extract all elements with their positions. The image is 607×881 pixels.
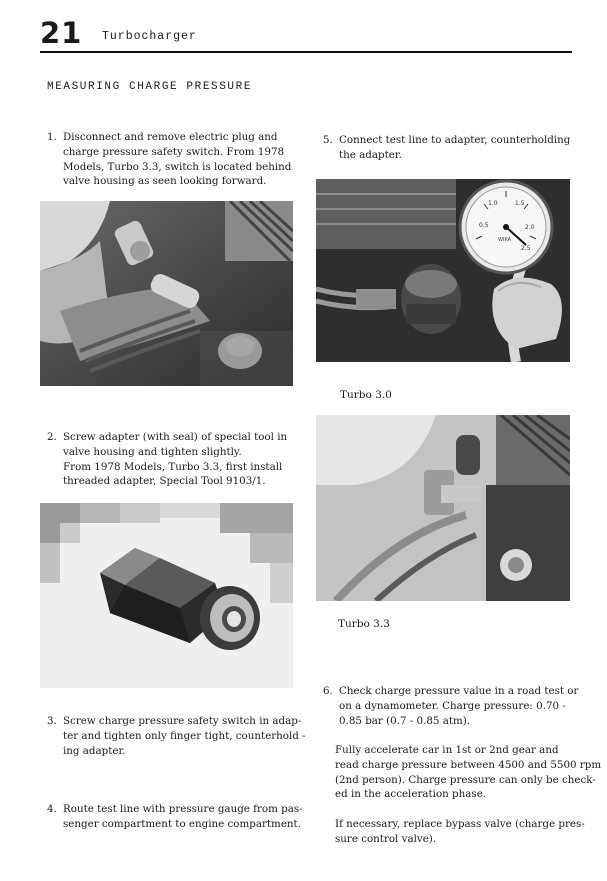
step-number: 1. xyxy=(47,131,57,143)
gauge-scale-label: 2.0 xyxy=(525,224,535,231)
photo-special-tool-adapter xyxy=(40,503,293,688)
chapter-title: Turbocharger xyxy=(102,30,197,43)
step-line: the adapter. xyxy=(339,148,402,161)
step-line: Route test line with pressure gauge from pas- xyxy=(63,803,303,815)
step-number: 2. xyxy=(47,431,57,443)
paragraph-line: If necessary, replace bypass valve (charge pres- xyxy=(335,818,585,830)
gauge-scale-label: 2.5 xyxy=(521,245,531,252)
step-6-detail-paragraph xyxy=(335,743,601,802)
caption-turbo-30: Turbo 3.0 xyxy=(340,389,392,401)
gauge-scale-label: 0.5 xyxy=(479,222,489,229)
gauge-scale-label: 1.5 xyxy=(515,200,525,207)
step-line: charge pressure safety switch. From 1978 xyxy=(63,145,285,158)
paragraph-line: read charge pressure between 4500 and 5500 rpm xyxy=(335,758,602,771)
header-rule xyxy=(40,51,572,53)
gauge-scale-label: 1.0 xyxy=(488,200,498,207)
step-line: threaded adapter, Special Tool 9103/1. xyxy=(63,475,266,488)
step-6-note-paragraph xyxy=(335,817,585,847)
step-4 xyxy=(47,802,303,832)
step-line: ter and tighten only finger tight, counterhold - xyxy=(63,729,306,742)
paragraph-line: Fully accelerate car in 1st or 2nd gear and xyxy=(335,744,559,756)
step-line: Disconnect and remove electric plug and xyxy=(63,131,278,143)
step-line: on a dynamometer. Charge pressure: 0.70 - xyxy=(339,699,566,712)
step-line: From 1978 Models, Turbo 3.3, first install xyxy=(63,460,283,473)
step-2 xyxy=(47,430,287,489)
step-5 xyxy=(323,133,570,163)
photo-adapter-turbo-33 xyxy=(316,415,570,601)
photo-switch-location xyxy=(40,201,293,386)
step-line: Screw charge pressure safety switch in adap- xyxy=(63,715,302,727)
step-number: 5. xyxy=(323,134,333,146)
step-line: Models, Turbo 3.3, switch is located behind xyxy=(63,160,292,173)
step-line: valve housing as seen looking forward. xyxy=(63,175,267,188)
step-6 xyxy=(323,684,578,728)
chapter-number: 21 xyxy=(40,16,83,50)
section-title: MEASURING CHARGE PRESSURE xyxy=(47,81,253,93)
photo-gauge-turbo-30 xyxy=(316,179,570,362)
paragraph-line: sure control valve). xyxy=(335,832,437,845)
step-number: 6. xyxy=(323,685,333,697)
step-number: 3. xyxy=(47,715,57,727)
step-line: Check charge pressure value in a road test or xyxy=(339,685,579,697)
step-line: Connect test line to adapter, counterholding xyxy=(339,134,571,146)
step-line: valve housing and tighten slightly. xyxy=(63,445,242,458)
paragraph-line: ed in the acceleration phase. xyxy=(335,788,487,801)
step-number: 4. xyxy=(47,803,57,815)
step-line: 0.85 bar (0.7 - 0.85 atm). xyxy=(339,714,471,727)
step-1 xyxy=(47,130,291,189)
step-line: Screw adapter (with seal) of special tool in xyxy=(63,431,288,443)
step-3 xyxy=(47,714,306,758)
caption-turbo-33: Turbo 3.3 xyxy=(338,618,390,630)
step-line: senger compartment to engine compartment. xyxy=(63,817,301,830)
step-line: ing adapter. xyxy=(63,744,126,757)
paragraph-line: (2nd person). Charge pressure can only be check- xyxy=(335,773,596,786)
gauge-brand: WIKA xyxy=(498,237,512,243)
